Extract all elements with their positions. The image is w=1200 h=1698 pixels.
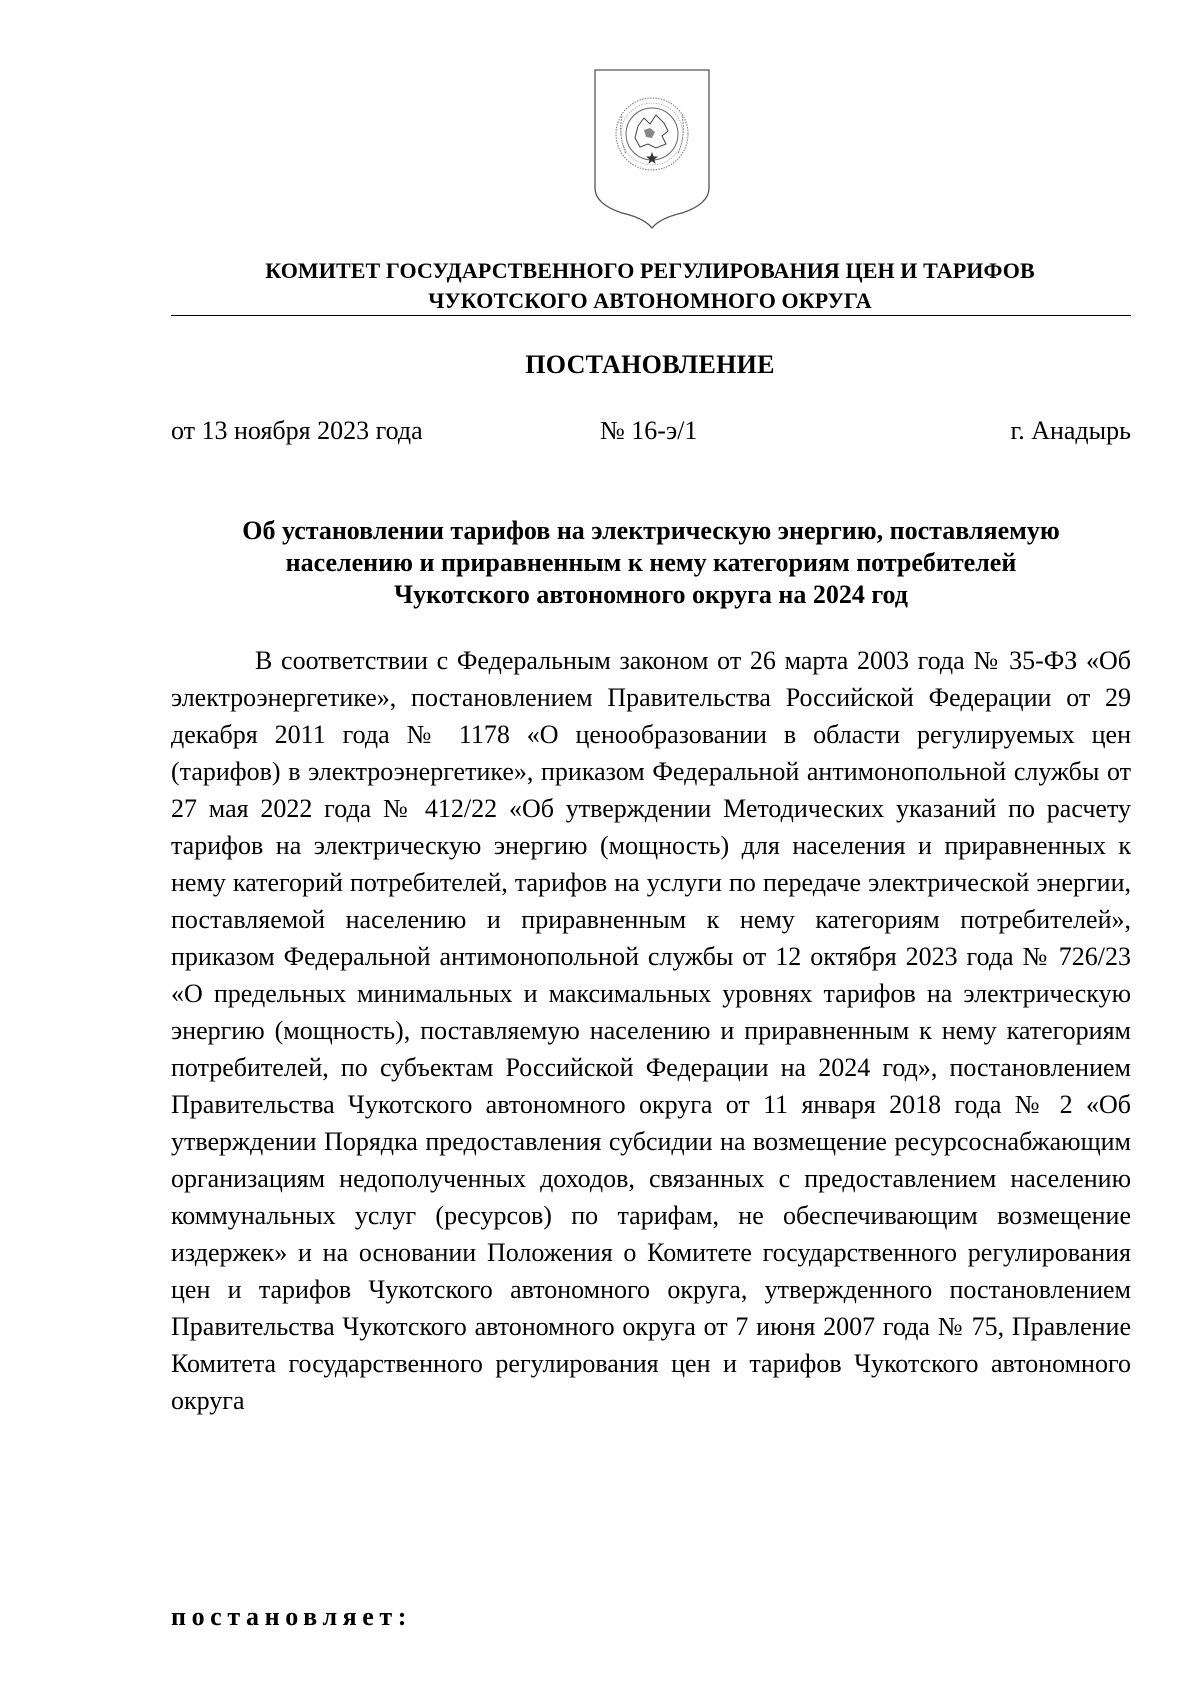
document-number: № 16-э/1 (600, 416, 698, 445)
document-date: от 13 ноября 2023 года (171, 416, 423, 445)
preamble-paragraph: В соответствии с Федеральным законом от 26 марта 2003 года № 35-ФЗ «Об электроэнергетике», постановлением Правительства Российской Федерации от 29 декабря 2011 года № 1178 «О ценообразовании в области регулируемых цен (тарифов) в электроэнергетике», приказом Федеральной антимонопольной службы от 27 мая 2022 года № 412/22 «Об утверждении Методических указаний по расчету тарифов на электрическую энергию (мощность) для населения и приравненных к нему категорий потребителей, тарифов на услуги по передаче электрической энергии, поставляемой населению и приравненным к нему категориям потребителей», приказом Федеральной антимонопольной службы от 12 октября 2023 года № 726/23 «О предельных минимальных и максимальных уровнях тарифов на электрическую энергию (мощность), поставляемую населению и приравненным к нему категориям потребителей, по субъектам Российской Федерации на 2024 год», постановлением Правительства Чукотского автономного округа от 11 января 2018 года № 2 «Об утверждении Порядка предоставления субсидии на возмещение ресурсоснабжающим организациям недополученных доходов, связанных с предоставлением населению коммунальных услуг (ресурсов) по тарифам, не обеспечивающим возмещение издержек» и на основании Положения о Комитете государственного регулирования цен и тарифов Чукотского автономного округа, утвержденного постановлением Правительства Чукотского автономного округа от 7 июня 2007 года № 75, Правление Комитета государственного регулирования цен и тарифов Чукотского автономного округа (171, 646, 1131, 1415)
organization-name (168, 256, 1132, 316)
decree-word: постановляет: (171, 1602, 413, 1631)
document-title-line-2: населению и приравненным к нему категориям потребителей (285, 548, 1017, 577)
document-city: г. Анадырь (1010, 416, 1131, 445)
coat-of-arms-icon (592, 68, 712, 230)
organization-name-line-2: ЧУКОТСКОГО АВТОНОМНОГО ОКРУГА (428, 288, 872, 313)
document-title (171, 515, 1131, 611)
document-title-line-1: Об установлении тарифов на электрическую энергию, поставляемую (242, 516, 1060, 545)
document-title-line-3: Чукотского автономного округа на 2024 год (394, 580, 908, 609)
header-divider (171, 315, 1131, 316)
document-type: ПОСТАНОВЛЕНИЕ (525, 350, 775, 379)
organization-name-line-1: КОМИТЕТ ГОСУДАРСТВЕННОГО РЕГУЛИРОВАНИЯ ЦЕН И ТАРИФОВ (265, 258, 1035, 283)
